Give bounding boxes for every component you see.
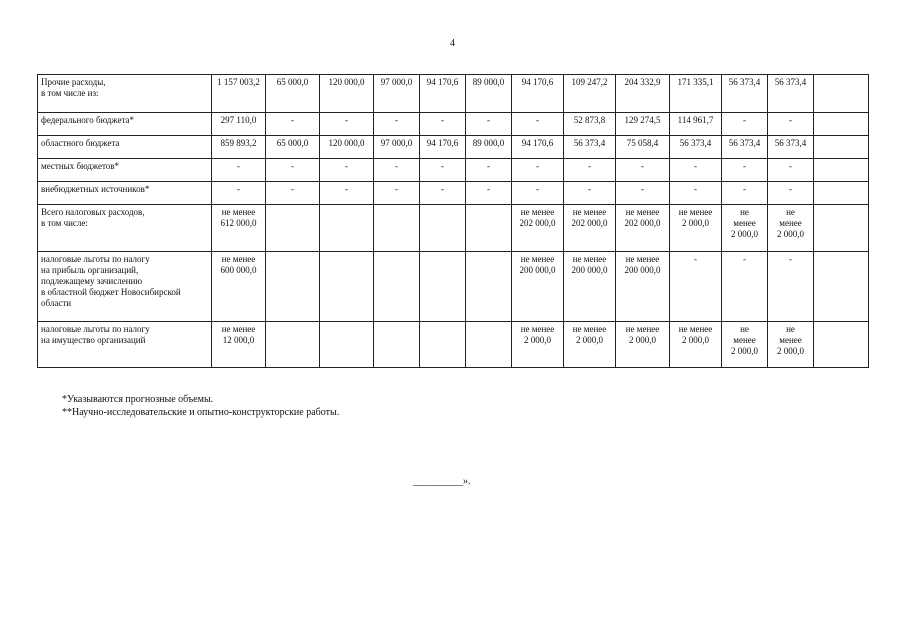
table-cell: - (512, 113, 564, 136)
table-cell: не менее 202 000,0 (616, 205, 670, 252)
table-cell: - (670, 159, 722, 182)
table-cell: не менее 612 000,0 (212, 205, 266, 252)
table-cell (266, 205, 320, 252)
page-number: 4 (450, 38, 455, 49)
table-cell: 56 373,4 (564, 136, 616, 159)
table-cell: - (670, 182, 722, 205)
row-extrabudgetary (38, 182, 869, 205)
table-cell (420, 252, 466, 322)
table-cell: - (512, 182, 564, 205)
table-cell: не менее 2 000,0 (768, 322, 814, 368)
table-cell: - (420, 113, 466, 136)
table-cell: - (266, 159, 320, 182)
table-cell: 75 058,4 (616, 136, 670, 159)
table-cell: - (212, 159, 266, 182)
table-cell (320, 205, 374, 252)
table-cell: не менее 2 000,0 (670, 205, 722, 252)
row-label: местных бюджетов* (38, 159, 212, 182)
row-label: федерального бюджета* (38, 113, 212, 136)
table-cell: - (320, 113, 374, 136)
table-cell: - (320, 182, 374, 205)
table-cell: - (320, 159, 374, 182)
table-cell (466, 205, 512, 252)
table-cell: 56 373,4 (722, 75, 768, 113)
table-cell: 109 247,2 (564, 75, 616, 113)
row-label: Прочие расходы, в том числе из: (38, 75, 212, 113)
table-cell: 204 332,9 (616, 75, 670, 113)
table-cell: 56 373,4 (722, 136, 768, 159)
table-cell (814, 75, 869, 113)
table-cell: 94 170,6 (420, 136, 466, 159)
table-cell: не менее 2 000,0 (512, 322, 564, 368)
table-cell: не менее 202 000,0 (512, 205, 564, 252)
table-cell: - (374, 182, 420, 205)
table-cell: не менее 600 000,0 (212, 252, 266, 322)
table-cell: 97 000,0 (374, 75, 420, 113)
row-label: налоговые льготы по налогу на прибыль организаций, подлежащему зачислению в областной бюджет Новосибирской области (38, 252, 212, 322)
closing-mark: __________». (413, 476, 471, 487)
table-cell: - (564, 182, 616, 205)
table-cell: не менее 200 000,0 (616, 252, 670, 322)
table-cell (814, 205, 869, 252)
table-cell: не менее 2 000,0 (722, 205, 768, 252)
table-cell: - (466, 113, 512, 136)
table-cell: 114 961,7 (670, 113, 722, 136)
footnote-rnd: **Научно-исследовательские и опытно-конструкторские работы. (62, 407, 340, 418)
table-cell: - (266, 113, 320, 136)
table-cell: 129 274,5 (616, 113, 670, 136)
table-cell: не менее 2 000,0 (564, 322, 616, 368)
row-local-budgets (38, 159, 869, 182)
table-cell (420, 205, 466, 252)
table-cell (466, 252, 512, 322)
table-cell (320, 252, 374, 322)
table-cell: - (768, 252, 814, 322)
table-cell: не менее 2 000,0 (768, 205, 814, 252)
table-cell: 94 170,6 (512, 75, 564, 113)
table-cell: не менее 2 000,0 (670, 322, 722, 368)
table-cell: - (768, 113, 814, 136)
table-cell (814, 252, 869, 322)
budget-table (37, 74, 869, 368)
table-cell: 94 170,6 (512, 136, 564, 159)
table-cell: не менее 202 000,0 (564, 205, 616, 252)
table-cell: не менее 2 000,0 (722, 322, 768, 368)
budget-table-body (38, 75, 869, 368)
table-cell: - (670, 252, 722, 322)
table-cell (814, 322, 869, 368)
table-cell (420, 322, 466, 368)
table-cell: 89 000,0 (466, 75, 512, 113)
row-label: Всего налоговых расходов, в том числе: (38, 205, 212, 252)
row-federal-budget (38, 113, 869, 136)
row-property-tax-benefits (38, 322, 869, 368)
table-cell: - (374, 113, 420, 136)
table-cell: 56 373,4 (768, 136, 814, 159)
table-cell: 171 335,1 (670, 75, 722, 113)
row-profit-tax-benefits (38, 252, 869, 322)
row-label: налоговые льготы по налогу на имущество организаций (38, 322, 212, 368)
row-total-tax-expenses (38, 205, 869, 252)
row-regional-budget (38, 136, 869, 159)
table-cell: - (564, 159, 616, 182)
table-cell: 56 373,4 (768, 75, 814, 113)
table-cell (374, 322, 420, 368)
table-cell: - (212, 182, 266, 205)
table-cell: - (616, 159, 670, 182)
table-cell (374, 252, 420, 322)
table-cell: 94 170,6 (420, 75, 466, 113)
row-label: областного бюджета (38, 136, 212, 159)
table-cell: 52 873,8 (564, 113, 616, 136)
table-cell: 120 000,0 (320, 75, 374, 113)
table-cell: не менее 2 000,0 (616, 322, 670, 368)
table-cell: 65 000,0 (266, 136, 320, 159)
table-cell: - (420, 182, 466, 205)
table-cell: - (466, 159, 512, 182)
table-cell: - (374, 159, 420, 182)
table-cell: 89 000,0 (466, 136, 512, 159)
row-label: внебюджетных источников* (38, 182, 212, 205)
table-cell: 97 000,0 (374, 136, 420, 159)
table-cell (266, 252, 320, 322)
table-cell: - (768, 182, 814, 205)
table-cell: - (420, 159, 466, 182)
table-cell (320, 322, 374, 368)
table-cell: не менее 12 000,0 (212, 322, 266, 368)
table-cell: - (768, 159, 814, 182)
table-cell: - (512, 159, 564, 182)
table-cell (814, 113, 869, 136)
table-cell: не менее 200 000,0 (512, 252, 564, 322)
table-cell (266, 322, 320, 368)
table-cell: не менее 200 000,0 (564, 252, 616, 322)
table-cell (466, 322, 512, 368)
table-cell: 297 110,0 (212, 113, 266, 136)
table-cell: - (722, 182, 768, 205)
footnote-forecast: *Указываются прогнозные объемы. (62, 394, 214, 405)
row-other-expenses (38, 75, 869, 113)
table-cell (374, 205, 420, 252)
table-cell: - (722, 252, 768, 322)
table-cell: 859 893,2 (212, 136, 266, 159)
footnotes (62, 393, 339, 419)
table-cell: 65 000,0 (266, 75, 320, 113)
table-cell (814, 136, 869, 159)
table-cell: - (266, 182, 320, 205)
table-cell: - (722, 113, 768, 136)
table-cell: 1 157 003,2 (212, 75, 266, 113)
table-cell: - (722, 159, 768, 182)
table-cell: - (466, 182, 512, 205)
table-cell: 120 000,0 (320, 136, 374, 159)
table-cell: - (616, 182, 670, 205)
table-cell: 56 373,4 (670, 136, 722, 159)
table-cell (814, 182, 869, 205)
table-cell (814, 159, 869, 182)
